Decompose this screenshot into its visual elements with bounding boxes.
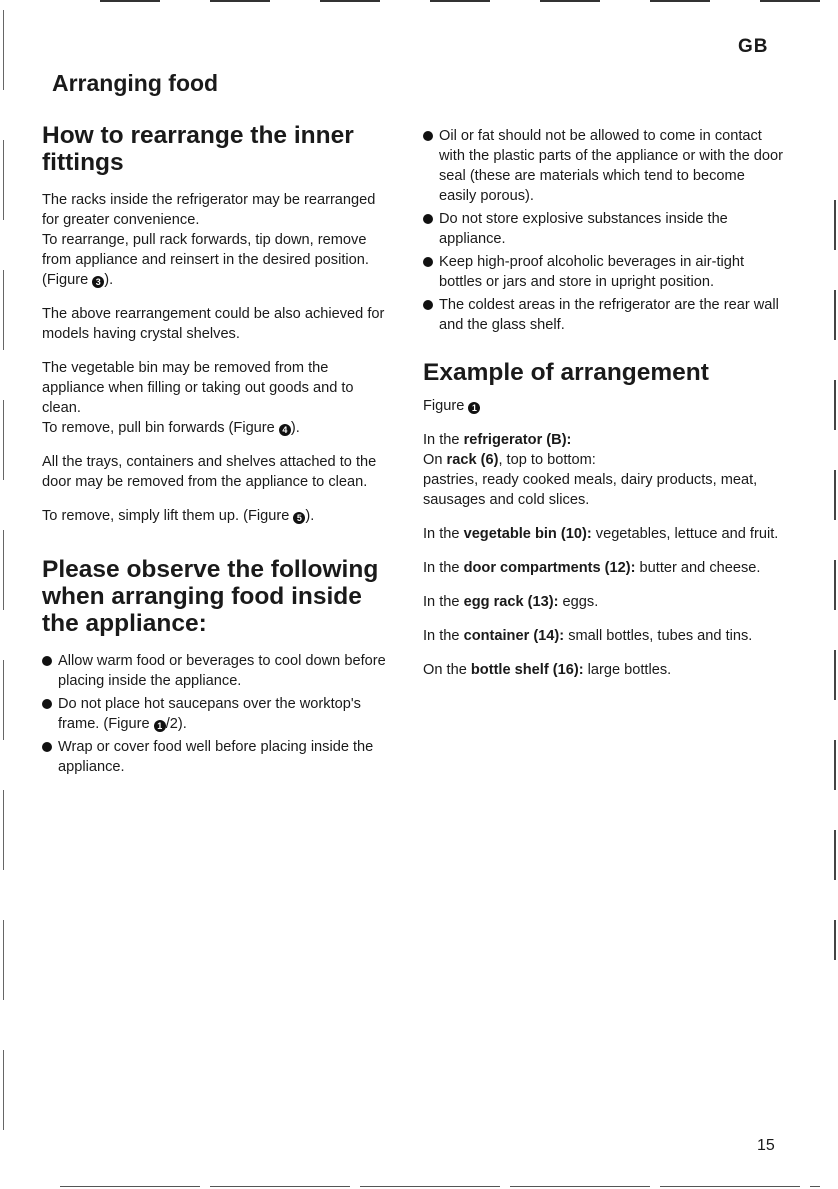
scan-edge-top <box>100 0 820 2</box>
bullet-hot-saucepans: Do not place hot saucepans over the worktop's frame. (Figure 1 /2). <box>42 694 392 734</box>
arrangement-container: In the container (14): small bottles, tubes and tins. <box>423 628 753 644</box>
figure-3-icon: 3 <box>92 276 104 288</box>
arrangement-bottle-shelf: On the bottle shelf (16): large bottles. <box>423 662 672 678</box>
heading-observe: Please observe the following when arranging food inside the appliance: <box>42 556 379 637</box>
figure-1-ref-icon: 1 <box>468 402 480 414</box>
right-column <box>423 126 783 694</box>
arrangement-door-compartments: In the door compartments (12): butter and cheese. <box>423 560 761 576</box>
scan-edge-bottom <box>60 1186 820 1187</box>
paragraph-lift: To remove, simply lift them up. (Figure 5 ). <box>42 508 315 524</box>
arrangement-vegetable-bin: In the vegetable bin (10): vegetables, lettuce and fruit. <box>423 526 779 542</box>
paragraph-trays: All the trays, containers and shelves attached to the door may be removed from the appliance to clean. <box>42 454 377 490</box>
bullet-alcohol: Keep high-proof alcoholic beverages in air-tight bottles or jars and store in upright position. <box>423 252 783 292</box>
arrangement-egg-rack: In the egg rack (13): eggs. <box>423 594 599 610</box>
paragraph-vegetable-bin: The vegetable bin may be removed from the appliance when filling or taking out goods and to clean. To remove, pull bin forwards (Figure 4 ). <box>42 360 354 436</box>
figure-5-icon: 5 <box>293 512 305 524</box>
bullet-coldest: The coldest areas in the refrigerator are the rear wall and the glass shelf. <box>423 295 783 335</box>
scan-edge-left <box>3 10 4 1180</box>
figure-4-icon: 4 <box>279 424 291 436</box>
figure-1-icon: 1 <box>154 720 166 732</box>
bullet-oil-fat: Oil or fat should not be allowed to come in contact with the plastic parts of the appliance or with the door seal (these are materials which tend to become easily porous). <box>423 126 783 206</box>
country-code: GB <box>738 36 769 57</box>
page-number: 15 <box>757 1137 775 1154</box>
heading-example: Example of arrangement <box>423 359 709 386</box>
heading-rearrange: How to rearrange the inner fittings <box>42 122 354 176</box>
left-column <box>42 122 392 780</box>
bullet-explosive: Do not store explosive substances inside the appliance. <box>423 209 783 249</box>
scan-edge-right <box>834 200 836 960</box>
section-title: Arranging food <box>52 70 219 96</box>
arrangement-refrigerator: In the refrigerator (B): On rack (6), top to bottom: pastries, ready cooked meals, dairy products, meat, sausages and cold slices. <box>423 432 758 508</box>
paragraph-crystal: The above rearrangement could be also achieved for models having crystal shelves. <box>42 306 385 342</box>
figure-reference: Figure 1 <box>423 396 783 416</box>
bullet-wrap-food: Wrap or cover food well before placing inside the appliance. <box>42 737 392 777</box>
bullet-warm-food: Allow warm food or beverages to cool down before placing inside the appliance. <box>42 651 392 691</box>
paragraph-racks: The racks inside the refrigerator may be rearranged for greater convenience. To rearrange, pull rack forwards, tip down, remove from appliance and reinsert in the desired position. (Figure 3 ). <box>42 192 376 288</box>
